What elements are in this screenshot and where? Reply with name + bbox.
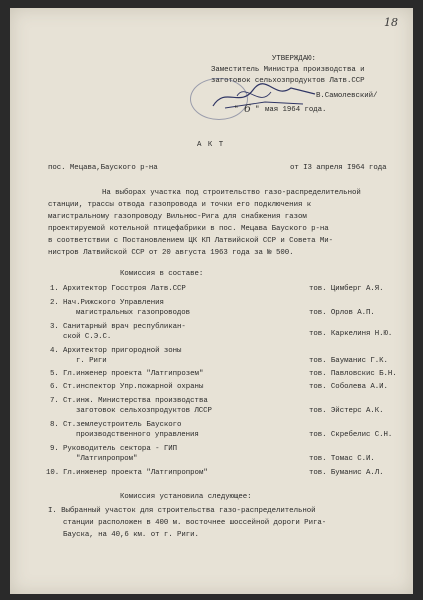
page-number: 18 [384,16,398,29]
document-title: А К Т [197,141,225,149]
member-number: 2. [50,299,59,307]
member-position: магистральных газопроводов [76,309,191,317]
member-position: Санитарный врач республикан- [63,323,186,331]
document-page [10,8,413,594]
member-position: Ст.землеустроитель Бауского [63,421,182,429]
member-name: тов. Скребелис С.Н. [309,431,393,439]
member-number: 9. [50,445,59,453]
member-position: Гл.инженер проекта "Латгипрозем" [63,370,204,378]
member-position: ской С.Э.С. [63,333,112,341]
member-position: Гл.инженер проекта "Латгипропром" [63,469,208,477]
intro-line: магистральному газопроводу Вильнюс-Рига для снабжения газом [48,213,307,221]
intro-line: проектируемой котельной птицефабрики в пос. Мецава Бауского р-на [48,225,329,233]
approval-line-2: заготовок сельхозпродуктов Латв.ССР [211,77,365,85]
approval-date-open: " [234,106,239,114]
member-name: тов. Соболева А.И. [309,383,388,391]
member-position: Нач.Рижского Управления [63,299,164,307]
finding-line: I. Выбранный участок для строительства газо-распределительной [48,507,316,515]
member-position: Ст.инспектор Упр.пожарной охраны [63,383,204,391]
member-name: тов. Буманис А.Л. [309,469,384,477]
intro-line: станции, трассы отвода газопровода и точки его подключения к [48,201,312,209]
approval-signer: В.Самолевский/ [316,92,378,100]
finding-line: станции расположен в 400 м. восточнее шоссейной дороги Рига- [63,519,327,527]
approval-line-1: Заместитель Министра производства и [211,66,365,74]
member-name: тов. Каркелиня Н.Ю. [309,330,393,338]
document-place: пос. Мецава,Бауского р-на [48,164,158,172]
member-name: тов. Цимберг А.Я. [309,285,384,293]
member-name: тов. Орлов А.П. [309,309,375,317]
member-number: 5. [50,370,59,378]
member-name: тов. Эйстерс А.К. [309,407,384,415]
intro-line: нистров Латвийской ССР от 20 августа 1963 года за № 500. [48,249,294,257]
member-name: тов. Павловскис Б.Н. [309,370,397,378]
member-position: заготовок сельхозпродуктов ЛССР [76,407,212,415]
approval-date-rest: мая 1964 года. [265,106,327,114]
finding-line: Бауска, на 40,6 км. от г. Риги. [63,531,199,539]
member-position: Ст.инж. Министерства производства [63,397,208,405]
approval-date-day: 6 [244,102,251,115]
member-position: Архитектор Госстроя Латв.ССР [63,285,186,293]
member-position: Руководитель сектора - ГИП [63,445,178,453]
member-number: 10. [46,469,60,477]
approval-date-close: " [255,106,260,114]
member-number: 7. [50,397,59,405]
member-name: тов. Томас С.И. [309,455,375,463]
member-number: 3. [50,323,59,331]
member-number: 4. [50,347,59,355]
member-position: Архитектор пригородной зоны [63,347,182,355]
approval-heading: УТВЕРЖДАЮ: [272,55,316,63]
member-number: 1. [50,285,59,293]
member-name: тов. Бауманис Г.К. [309,357,388,365]
member-number: 6. [50,383,59,391]
member-position: г. Риги [76,357,107,365]
member-position: производственного управления [76,431,199,439]
member-position: "Латгипропром" [76,455,138,463]
member-number: 8. [50,421,59,429]
document-date: от I3 апреля I964 года [290,164,387,172]
intro-line: На выборах участка под строительство газо-распределительной [102,189,361,197]
intro-line: в соответствии с Постановлением ЦК КП Латвийской ССР и Совета Ми- [48,237,334,245]
commission-heading: Комиссия в составе: [120,270,204,278]
established-heading: Комиссия установила следующее: [120,493,252,501]
